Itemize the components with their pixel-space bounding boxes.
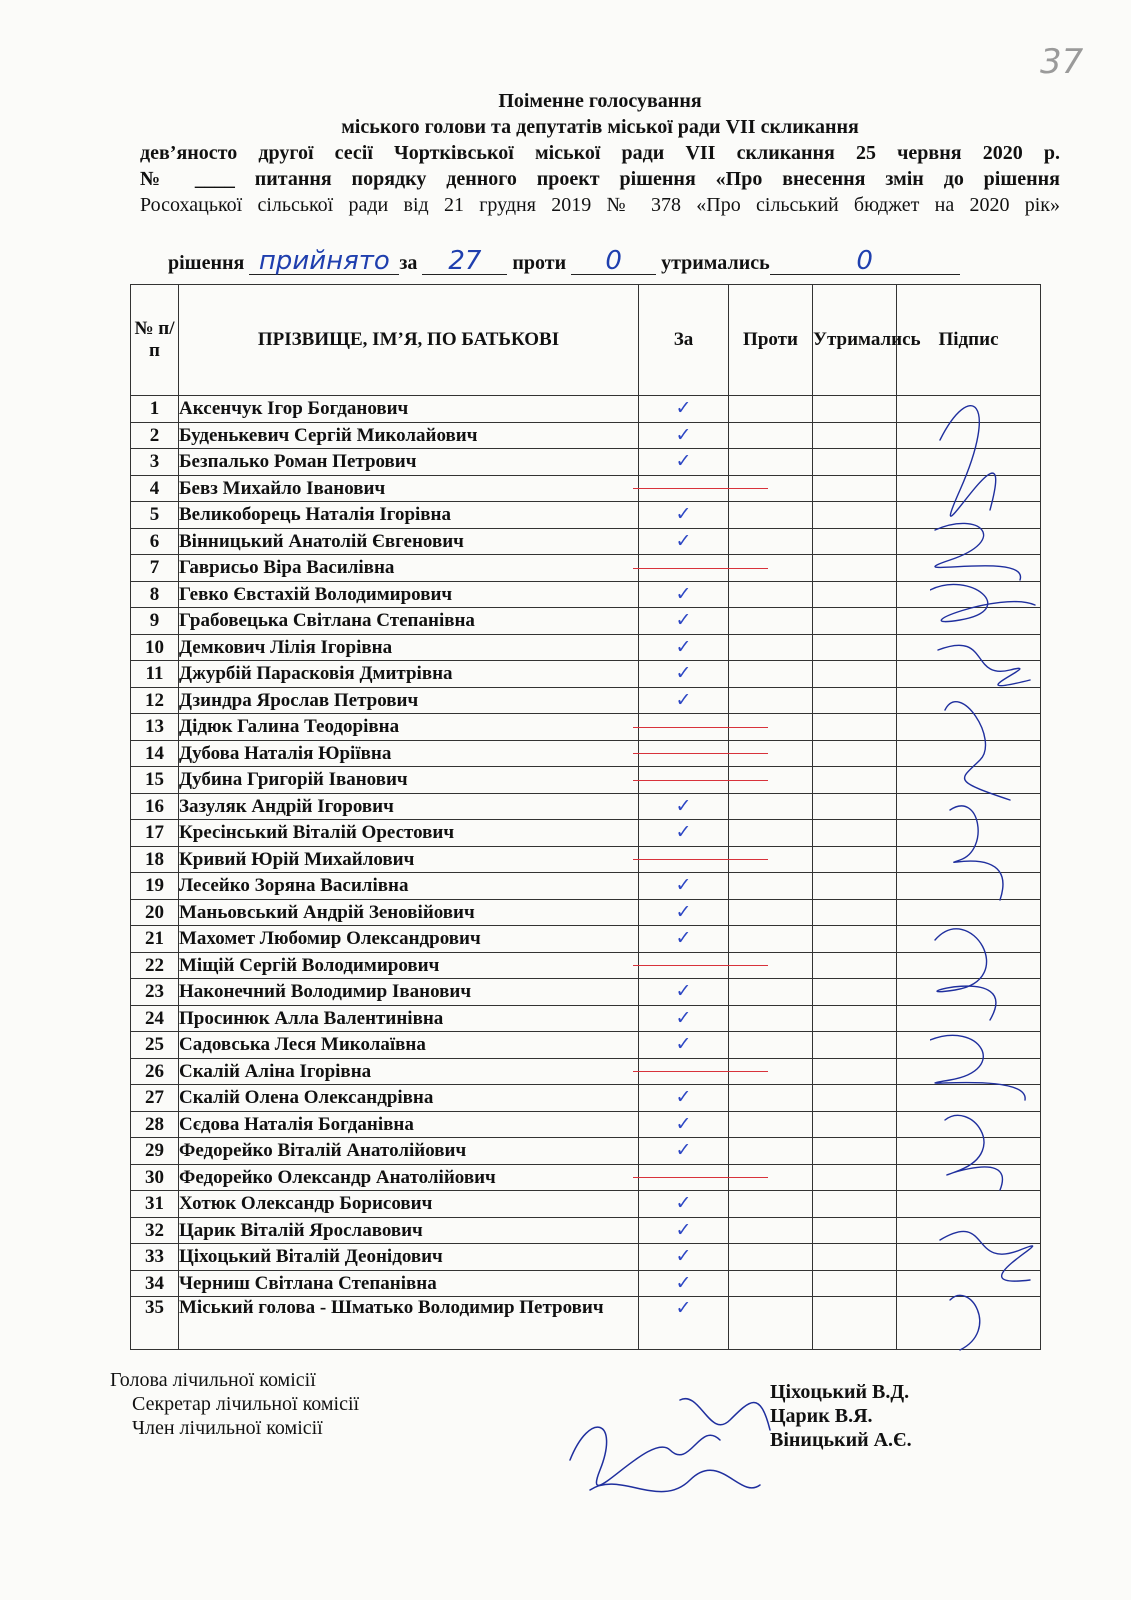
table-row xyxy=(131,528,1041,555)
row-vote-against xyxy=(729,396,813,423)
row-vote-for: ✓ xyxy=(639,661,729,688)
row-name: Сєдова Наталія Богданівна xyxy=(179,1111,639,1138)
table-row xyxy=(131,793,1041,820)
table-header-row xyxy=(131,285,1041,396)
commission-member-label: Член лічильної комісії xyxy=(132,1417,323,1439)
row-vote-abstained xyxy=(813,634,897,661)
row-vote-for xyxy=(639,1058,729,1085)
row-vote-abstained xyxy=(813,449,897,476)
row-vote-for: ✓ xyxy=(639,1111,729,1138)
row-vote-against xyxy=(729,1032,813,1059)
row-number: 14 xyxy=(131,740,179,767)
table-row xyxy=(131,555,1041,582)
decision-value: прийнято xyxy=(249,248,399,275)
row-vote-against xyxy=(729,528,813,555)
row-vote-for: ✓ xyxy=(639,979,729,1006)
row-number: 26 xyxy=(131,1058,179,1085)
table-row xyxy=(131,1164,1041,1191)
deputy-signatures xyxy=(930,380,1040,1360)
row-vote-abstained xyxy=(813,1270,897,1297)
row-number: 13 xyxy=(131,714,179,741)
row-vote-abstained xyxy=(813,1032,897,1059)
row-vote-for: ✓ xyxy=(639,873,729,900)
table-row xyxy=(131,449,1041,476)
row-vote-abstained xyxy=(813,873,897,900)
table-row xyxy=(131,899,1041,926)
row-vote-for xyxy=(639,475,729,502)
table-row xyxy=(131,1058,1041,1085)
row-name: Бевз Михайло Іванович xyxy=(179,475,639,502)
row-vote-for xyxy=(639,555,729,582)
table-row xyxy=(131,422,1041,449)
row-number: 5 xyxy=(131,502,179,529)
header-against: Проти xyxy=(729,285,813,396)
commission-secretary-name: Царик В.Я. xyxy=(770,1405,873,1427)
abstained-label: утримались xyxy=(661,252,770,274)
row-vote-against xyxy=(729,820,813,847)
table-row xyxy=(131,687,1041,714)
row-vote-abstained xyxy=(813,979,897,1006)
commission-chair-name: Ціхоцький В.Д. xyxy=(770,1381,910,1403)
row-vote-abstained xyxy=(813,502,897,529)
table-row xyxy=(131,767,1041,794)
row-vote-abstained xyxy=(813,1005,897,1032)
row-number: 3 xyxy=(131,449,179,476)
row-vote-abstained xyxy=(813,846,897,873)
row-vote-abstained xyxy=(813,1217,897,1244)
table-row xyxy=(131,396,1041,423)
row-vote-abstained xyxy=(813,396,897,423)
commission-signatures xyxy=(560,1380,780,1520)
row-number: 15 xyxy=(131,767,179,794)
row-number: 12 xyxy=(131,687,179,714)
row-number: 23 xyxy=(131,979,179,1006)
row-number: 7 xyxy=(131,555,179,582)
header-subtitle: міського голови та депутатів міської ради VII скликання xyxy=(341,116,859,138)
for-value: 27 xyxy=(422,248,507,275)
row-name: Гевко Євстахій Володимирович xyxy=(179,581,639,608)
row-number: 9 xyxy=(131,608,179,635)
row-name: Царик Віталій Ярославович xyxy=(179,1217,639,1244)
row-number: 20 xyxy=(131,899,179,926)
row-vote-against xyxy=(729,1270,813,1297)
row-vote-abstained xyxy=(813,1297,897,1350)
row-vote-against xyxy=(729,1111,813,1138)
row-vote-abstained xyxy=(813,687,897,714)
table-row xyxy=(131,1191,1041,1218)
row-vote-for: ✓ xyxy=(639,1297,729,1350)
commission-chair-label: Голова лічильної комісії xyxy=(110,1369,316,1391)
table-row xyxy=(131,979,1041,1006)
table-row xyxy=(131,714,1041,741)
row-name: Дубина Григорій Іванович xyxy=(179,767,639,794)
row-vote-against xyxy=(729,581,813,608)
row-vote-for: ✓ xyxy=(639,687,729,714)
row-name: Дубова Наталія Юріївна xyxy=(179,740,639,767)
row-number: 27 xyxy=(131,1085,179,1112)
vote-results xyxy=(168,248,1048,275)
row-vote-against xyxy=(729,1217,813,1244)
row-name: Аксенчук Ігор Богданович xyxy=(179,396,639,423)
against-label: проти xyxy=(512,252,567,274)
row-number: 28 xyxy=(131,1111,179,1138)
header-number: № п/п xyxy=(131,285,179,396)
row-number: 19 xyxy=(131,873,179,900)
table-row xyxy=(131,661,1041,688)
row-number: 1 xyxy=(131,396,179,423)
against-value: 0 xyxy=(571,248,656,275)
row-name: Вінницький Анатолій Євгенович xyxy=(179,528,639,555)
row-number: 8 xyxy=(131,581,179,608)
row-vote-abstained xyxy=(813,926,897,953)
row-vote-abstained xyxy=(813,608,897,635)
header-decision-title: Росохацької сільської ради від 21 грудня 2019 № 378 «Про сільський бюджет на 2020 рік» xyxy=(140,194,1060,216)
row-name: Безпалько Роман Петрович xyxy=(179,449,639,476)
row-name: Дідюк Галина Теодорівна xyxy=(179,714,639,741)
row-vote-for xyxy=(639,767,729,794)
row-name: Федорейко Віталій Анатолійович xyxy=(179,1138,639,1165)
row-vote-for: ✓ xyxy=(639,1191,729,1218)
row-name: Хотюк Олександр Борисович xyxy=(179,1191,639,1218)
row-vote-for: ✓ xyxy=(639,634,729,661)
row-vote-against xyxy=(729,502,813,529)
row-vote-against xyxy=(729,422,813,449)
row-vote-against xyxy=(729,634,813,661)
table-row xyxy=(131,926,1041,953)
voting-table xyxy=(130,284,1041,1350)
decision-label: рішення xyxy=(168,252,245,274)
row-vote-abstained xyxy=(813,1164,897,1191)
row-vote-for: ✓ xyxy=(639,820,729,847)
row-number: 33 xyxy=(131,1244,179,1271)
row-vote-for xyxy=(639,740,729,767)
table-row xyxy=(131,740,1041,767)
row-vote-against xyxy=(729,449,813,476)
table-row xyxy=(131,608,1041,635)
row-name: Черниш Світлана Степанівна xyxy=(179,1270,639,1297)
row-vote-against xyxy=(729,926,813,953)
row-vote-against xyxy=(729,793,813,820)
row-vote-against xyxy=(729,899,813,926)
table-row xyxy=(131,846,1041,873)
row-vote-against xyxy=(729,1297,813,1350)
table-row xyxy=(131,1111,1041,1138)
row-number: 16 xyxy=(131,793,179,820)
row-vote-abstained xyxy=(813,581,897,608)
row-name: Міщій Сергій Володимирович xyxy=(179,952,639,979)
row-name: Садовська Леся Миколаївна xyxy=(179,1032,639,1059)
row-name: Джурбій Парасковія Дмитрівна xyxy=(179,661,639,688)
row-vote-against xyxy=(729,979,813,1006)
row-vote-abstained xyxy=(813,475,897,502)
row-name: Ціхоцький Віталій Деонідович xyxy=(179,1244,639,1271)
row-name: Міський голова - Шматько Володимир Петрович xyxy=(179,1297,639,1350)
row-vote-abstained xyxy=(813,661,897,688)
row-vote-abstained xyxy=(813,422,897,449)
row-vote-against xyxy=(729,1005,813,1032)
row-vote-abstained xyxy=(813,714,897,741)
row-vote-for: ✓ xyxy=(639,528,729,555)
row-name: Зазуляк Андрій Ігорович xyxy=(179,793,639,820)
table-row xyxy=(131,634,1041,661)
row-vote-for: ✓ xyxy=(639,1032,729,1059)
row-vote-for: ✓ xyxy=(639,1270,729,1297)
row-name: Федорейко Олександр Анатолійович xyxy=(179,1164,639,1191)
row-vote-for: ✓ xyxy=(639,1005,729,1032)
row-vote-for: ✓ xyxy=(639,1085,729,1112)
row-vote-for: ✓ xyxy=(639,793,729,820)
row-vote-abstained xyxy=(813,1111,897,1138)
row-vote-abstained xyxy=(813,528,897,555)
row-vote-against xyxy=(729,1191,813,1218)
row-number: 17 xyxy=(131,820,179,847)
header-signature: Підпис xyxy=(897,285,1041,396)
row-number: 30 xyxy=(131,1164,179,1191)
row-name: Кривий Юрій Михайлович xyxy=(179,846,639,873)
row-name: Скалій Олена Олександрівна xyxy=(179,1085,639,1112)
row-vote-abstained xyxy=(813,1058,897,1085)
header-for: За xyxy=(639,285,729,396)
row-name: Буденькевич Сергій Миколайович xyxy=(179,422,639,449)
row-vote-against xyxy=(729,687,813,714)
row-vote-abstained xyxy=(813,1138,897,1165)
row-vote-abstained xyxy=(813,767,897,794)
row-vote-abstained xyxy=(813,1244,897,1271)
table-row xyxy=(131,1085,1041,1112)
row-vote-for: ✓ xyxy=(639,396,729,423)
row-vote-against xyxy=(729,873,813,900)
row-name: Великоборець Наталія Ігорівна xyxy=(179,502,639,529)
row-number: 21 xyxy=(131,926,179,953)
for-label: за xyxy=(399,252,418,274)
row-vote-against xyxy=(729,1138,813,1165)
row-vote-for: ✓ xyxy=(639,608,729,635)
row-vote-for: ✓ xyxy=(639,502,729,529)
row-name: Махомет Любомир Олександрович xyxy=(179,926,639,953)
row-name: Дзиндра Ярослав Петрович xyxy=(179,687,639,714)
row-name: Скалій Аліна Ігорівна xyxy=(179,1058,639,1085)
row-name: Наконечний Володимир Іванович xyxy=(179,979,639,1006)
row-name: Гаврисьо Віра Василівна xyxy=(179,555,639,582)
row-number: 35 xyxy=(131,1297,179,1350)
row-vote-against xyxy=(729,608,813,635)
row-name: Лесейко Зоряна Василівна xyxy=(179,873,639,900)
row-vote-abstained xyxy=(813,952,897,979)
row-vote-for: ✓ xyxy=(639,422,729,449)
row-number: 10 xyxy=(131,634,179,661)
header-title: Поіменне голосування xyxy=(498,90,702,112)
row-name: Кресінський Віталій Орестович xyxy=(179,820,639,847)
commission-secretary-label: Секретар лічильної комісії xyxy=(132,1393,360,1415)
row-name: Демкович Лілія Ігорівна xyxy=(179,634,639,661)
header-session: дев’яносто другої сесії Чортківської міської ради VII скликання 25 червня 2020 р. xyxy=(140,142,1060,164)
row-name: Просинюк Алла Валентинівна xyxy=(179,1005,639,1032)
commission-names xyxy=(770,1380,912,1452)
abstained-value: 0 xyxy=(770,248,960,275)
table-row xyxy=(131,581,1041,608)
row-vote-against xyxy=(729,1244,813,1271)
commission-member-name: Віницький А.Є. xyxy=(770,1429,912,1451)
row-vote-for xyxy=(639,1164,729,1191)
voting-table-body xyxy=(131,396,1041,1350)
table-row xyxy=(131,1032,1041,1059)
page-number: 37 xyxy=(1040,42,1084,82)
row-vote-abstained xyxy=(813,899,897,926)
row-number: 32 xyxy=(131,1217,179,1244)
table-row xyxy=(131,873,1041,900)
table-row xyxy=(131,820,1041,847)
row-vote-for: ✓ xyxy=(639,1217,729,1244)
table-row xyxy=(131,1217,1041,1244)
table-row xyxy=(131,1005,1041,1032)
row-number: 25 xyxy=(131,1032,179,1059)
row-number: 29 xyxy=(131,1138,179,1165)
row-vote-abstained xyxy=(813,1085,897,1112)
row-number: 4 xyxy=(131,475,179,502)
row-vote-for: ✓ xyxy=(639,899,729,926)
table-row xyxy=(131,475,1041,502)
document-header xyxy=(140,88,1060,218)
row-vote-for xyxy=(639,952,729,979)
row-vote-against xyxy=(729,661,813,688)
row-number: 2 xyxy=(131,422,179,449)
row-number: 22 xyxy=(131,952,179,979)
table-row xyxy=(131,502,1041,529)
row-vote-for xyxy=(639,714,729,741)
row-name: Грабовецька Світлана Степанівна xyxy=(179,608,639,635)
row-vote-for: ✓ xyxy=(639,449,729,476)
row-vote-for: ✓ xyxy=(639,581,729,608)
row-vote-for xyxy=(639,846,729,873)
table-row xyxy=(131,1244,1041,1271)
row-vote-abstained xyxy=(813,793,897,820)
row-vote-abstained xyxy=(813,1191,897,1218)
header-abstained: Утримались xyxy=(813,285,897,396)
row-vote-for: ✓ xyxy=(639,1138,729,1165)
table-row xyxy=(131,1138,1041,1165)
row-number: 24 xyxy=(131,1005,179,1032)
row-number: 34 xyxy=(131,1270,179,1297)
header-name: ПРІЗВИЩЕ, ІМ’Я, ПО БАТЬКОВІ xyxy=(179,285,639,396)
row-number: 6 xyxy=(131,528,179,555)
row-vote-abstained xyxy=(813,555,897,582)
row-number: 11 xyxy=(131,661,179,688)
row-name: Маньовський Андрій Зеновійович xyxy=(179,899,639,926)
table-row xyxy=(131,1297,1041,1350)
row-vote-against xyxy=(729,1085,813,1112)
table-row xyxy=(131,952,1041,979)
row-number: 18 xyxy=(131,846,179,873)
row-number: 31 xyxy=(131,1191,179,1218)
counting-commission xyxy=(110,1368,359,1440)
row-vote-for: ✓ xyxy=(639,1244,729,1271)
row-vote-for: ✓ xyxy=(639,926,729,953)
header-agenda-item: № ____ питання порядку денного проект рішення «Про внесення змін до рішення xyxy=(140,168,1060,190)
row-vote-abstained xyxy=(813,740,897,767)
table-row xyxy=(131,1270,1041,1297)
row-vote-abstained xyxy=(813,820,897,847)
